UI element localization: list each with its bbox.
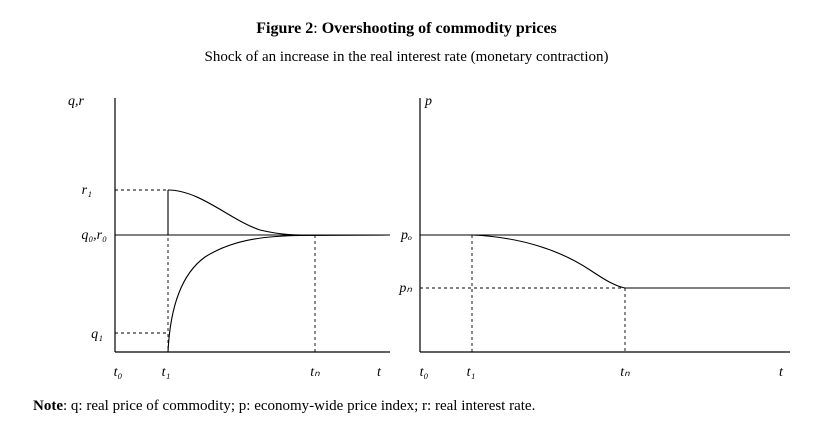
figure-plot-area	[0, 80, 813, 390]
figure-title-colon: :	[313, 20, 322, 37]
right-xlabel-tn: tₙ	[620, 365, 630, 380]
figure-note	[33, 398, 535, 415]
left-axis-title-x: t	[377, 365, 381, 380]
left-xlabel-t1: t₁	[161, 365, 171, 380]
left-series-q	[168, 235, 390, 352]
right-series-p	[472, 235, 790, 288]
figure-title	[0, 20, 813, 38]
left-series-r	[168, 190, 390, 235]
right-xlabel-t0: t₀	[419, 365, 429, 380]
figure-note-text: q: real price of commodity; p: economy-wide price index; r: real interest rate.	[70, 398, 536, 414]
figure-note-prefix: Note	[33, 398, 63, 414]
figure-title-text: Overshooting of commodity prices	[321, 20, 557, 37]
left-ylabel-r1: r₁	[81, 183, 92, 198]
figure-subtitle: Shock of an increase in the real interest rate (monetary contraction)	[204, 49, 609, 65]
right-ylabel-po: pₒ	[401, 228, 412, 243]
left-ylabel-q1: q₁	[91, 327, 103, 342]
right-axis-title-y: p	[425, 94, 432, 109]
right-xlabel-t1: t₁	[466, 365, 476, 380]
left-panel	[68, 94, 390, 380]
left-xlabel-tn: tₙ	[310, 365, 320, 380]
left-xlabel-t0: t₀	[113, 365, 123, 380]
right-panel	[398, 94, 790, 380]
figure-note-sep: :	[63, 398, 71, 414]
left-axis-title-y: q,r	[68, 94, 84, 109]
right-ylabel-pn: pₙ	[399, 281, 412, 296]
figure-title-label: Figure 2	[256, 20, 314, 37]
right-axis-title-x: t	[779, 365, 783, 380]
left-ylabel-q0r0: q₀,r₀	[81, 228, 107, 243]
